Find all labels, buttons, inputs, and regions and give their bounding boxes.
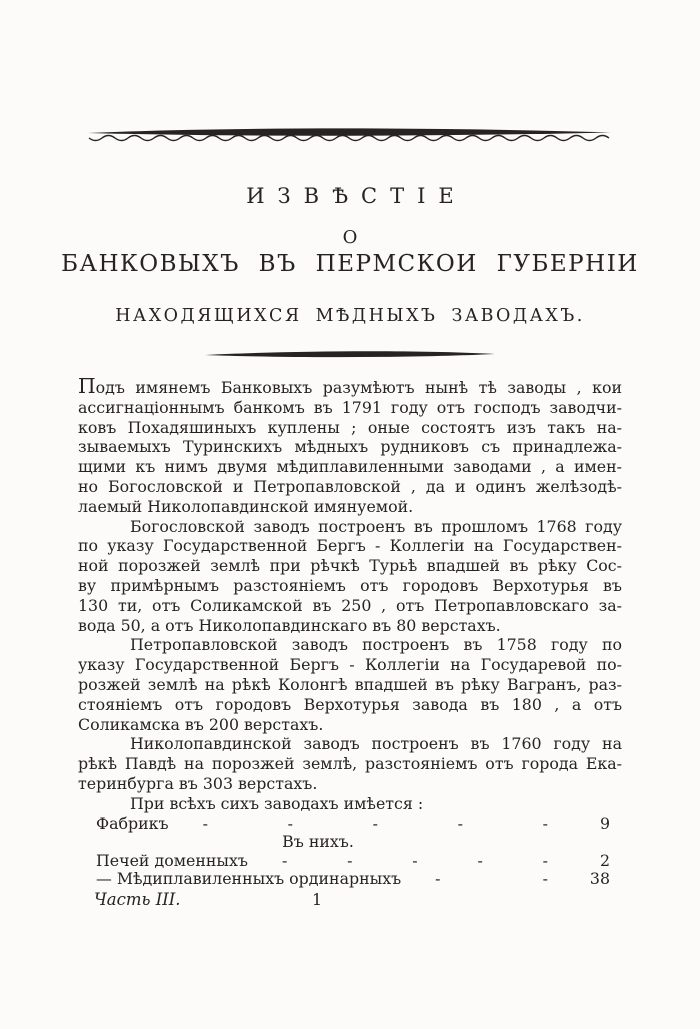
body-line: теринбурга въ 303 верстахъ. (78, 773, 318, 793)
row-label: — Мѣдиплавиленныхъ ординарныхъ (96, 869, 402, 889)
inventory-table (78, 815, 622, 889)
body-text (78, 374, 622, 814)
body-line: При всѣхъ сихъ заводахъ имѣется : (130, 793, 424, 813)
body-line: Петропавловской заводъ построенъ въ 1758 году по (130, 635, 622, 655)
body-line: вода 50, а отъ Николопавдинскаго въ 80 верстахъ. (78, 615, 501, 635)
body-line: но Богословской и Петропавловской , да и одинъ желѣзодѣ- (78, 476, 622, 496)
body-line: Подъ имянемъ Банковыхъ разумѣютъ нынѣ тѣ заводы , кои (78, 374, 622, 398)
page-number: 1 (312, 889, 323, 909)
row-label: Фабрикъ (96, 813, 169, 833)
table-row (78, 852, 622, 871)
body-line: 130 ти, отъ Соликамской въ 250 , отъ Петропавловскаго за- (78, 595, 622, 615)
table-row (78, 870, 622, 889)
subtitle: НАХОДЯЩИХСЯ МѢДНЫХЪ ЗАВОДАХЪ. (115, 306, 585, 326)
body-line: Соликамска въ 200 верстахъ. (78, 714, 324, 734)
body-line: Николопавдинской заводъ построенъ въ 1760 году на (130, 734, 622, 754)
page-footer (78, 890, 622, 910)
page-content (78, 374, 622, 910)
row-leader-dashes: - - - - - (281, 850, 548, 870)
body-line: по указу Государственной Бергъ - Коллегіи на Государствен- (78, 536, 622, 556)
body-line: зываемыхъ Туринскихъ мѣдныхъ рудниковъ съ принадлежа- (78, 437, 622, 457)
body-line: стояніемъ отъ городовъ Верхотурья завода въ 180 , а отъ (78, 694, 622, 714)
body-line: Богословской заводъ построенъ въ прошломъ 1768 году (130, 516, 622, 536)
body-line: ковъ Похадяшиныхъ куплены ; оные состоятъ изъ такъ на- (78, 417, 622, 437)
row-value: 2 (599, 850, 610, 870)
body-line: щими къ нимъ двумя мѣдиплавиленными заводами , а имен- (78, 457, 622, 477)
row-value: 38 (589, 869, 610, 889)
divider-swelled-bar (205, 351, 495, 357)
body-line: лаемый Николопавдинской имянуемой. (78, 496, 414, 516)
part-label: Часть III. (94, 889, 181, 909)
section-divider-rule (205, 349, 495, 361)
page-title: ИЗВѢСТІЕ (246, 184, 467, 208)
ornament-wavy-line (89, 136, 609, 141)
body-line: ассигнаціоннымъ банкомъ въ 1791 году отъ господъ заводчи- (78, 397, 622, 417)
row-leader-dashes: - - (435, 869, 548, 889)
row-leader-dashes: - - - - - (202, 813, 548, 833)
body-line: розжей землѣ на рѣкѣ Колонгѣ впадшей въ рѣку Вагранъ, раз- (78, 674, 622, 694)
row-label: Печей доменныхъ (96, 850, 248, 870)
header-ornament-rule (88, 126, 612, 146)
table-subheading: Въ нихъ. (282, 832, 354, 852)
row-value: 9 (599, 813, 610, 833)
title-preposition: О (342, 227, 358, 248)
body-line: указу Государственной Бергъ - Коллегіи на Государевой по- (78, 655, 622, 675)
ornament-thick-bar (88, 128, 611, 135)
body-line: ву примѣрнымъ разстояніемъ отъ городовъ Верхотурья въ (78, 575, 622, 595)
body-line: рѣкѣ Павдѣ на порозжей землѣ, разстояніемъ отъ города Ека- (78, 754, 622, 774)
table-row (78, 815, 622, 834)
body-line: ной порозжей землѣ при рѣчкѣ Турьѣ впадшей въ рѣку Сос- (78, 556, 622, 576)
title-main-line: БАНКОВЫХЪ ВЪ ПЕРМСКОИ ГУБЕРНІИ (61, 251, 639, 277)
